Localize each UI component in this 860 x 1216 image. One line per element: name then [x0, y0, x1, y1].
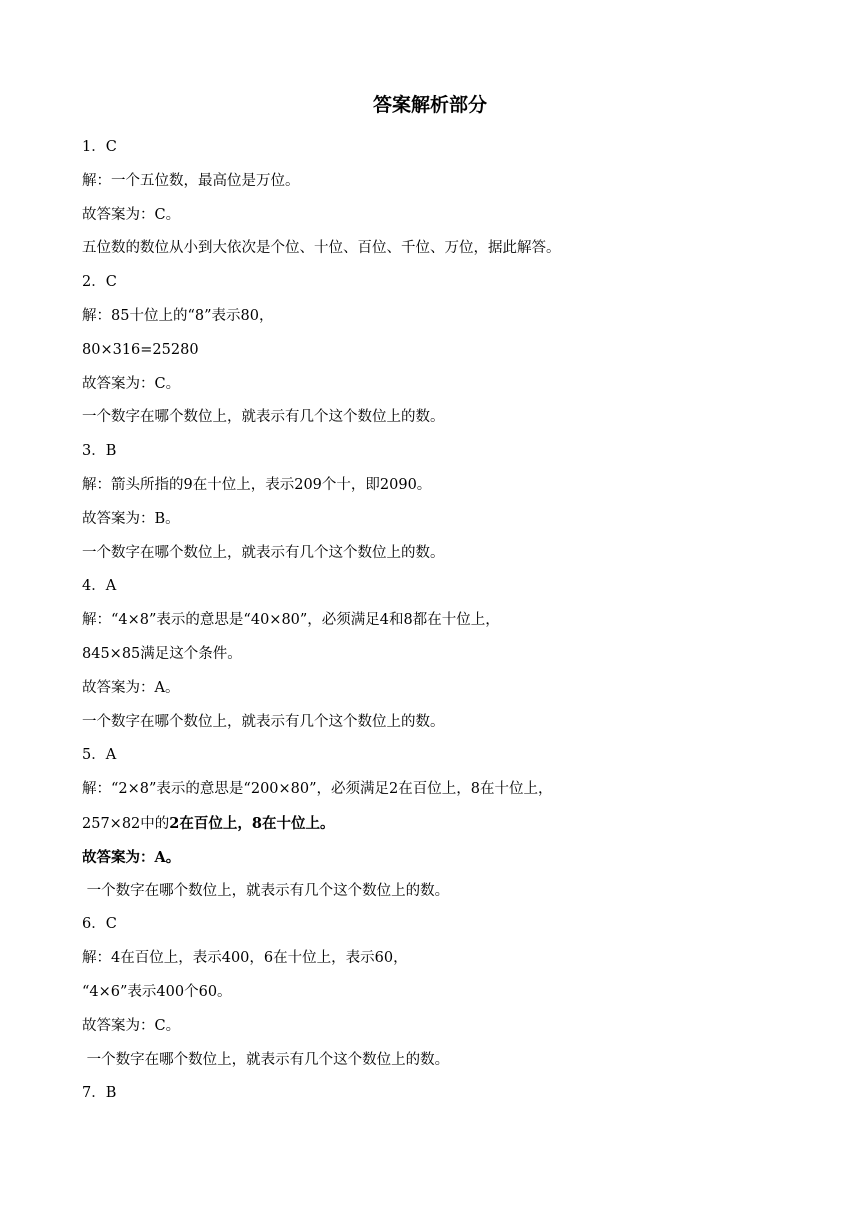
answer-line: 故答案为：B。	[82, 510, 180, 527]
question-number: 4．A	[82, 578, 117, 595]
question-number: 3．B	[82, 443, 117, 460]
solution-line: 解：箭头所指的9在十位上，表示209个十，即2090。	[82, 476, 432, 493]
analysis-line: 一个数字在哪个数位上，就表示有几个这个数位上的数。	[82, 409, 445, 426]
question-number: 7．B	[82, 1085, 117, 1102]
solution-line: 解：“4×8”表示的意思是“40×80”，必须满足4和8都在十位上，	[82, 612, 500, 629]
solution-line: 解：一个五位数，最高位是万位。	[82, 172, 300, 189]
solution-line: 解：85十位上的“8”表示80，	[82, 307, 274, 324]
solution-line: 解：4在百位上，表示400，6在十位上，表示60，	[82, 950, 408, 967]
analysis-line: 一个数字在哪个数位上，就表示有几个这个数位上的数。	[82, 1051, 450, 1068]
answer-body	[82, 131, 782, 1111]
analysis-line: 一个数字在哪个数位上，就表示有几个这个数位上的数。	[82, 713, 445, 730]
analysis-line: 一个数字在哪个数位上，就表示有几个这个数位上的数。	[82, 544, 445, 561]
analysis-line: 五位数的数位从小到大依次是个位、十位、百位、千位、万位，据此解答。	[82, 240, 561, 257]
answer-line: 故答案为：C。	[82, 206, 181, 223]
solution-line	[82, 807, 782, 841]
solution-line: 845×85满足这个条件。	[82, 645, 242, 662]
question-number: 1．C	[82, 139, 117, 155]
solution-bold-text: 2在百位上，8在十位上。	[169, 814, 335, 832]
question-number: 6．C	[82, 916, 117, 933]
answer-line: 故答案为：C。	[82, 1017, 181, 1034]
solution-line: 80×316=25280	[82, 341, 199, 358]
question-number: 2．C	[82, 274, 117, 291]
answer-line: 故答案为：C。	[82, 375, 181, 392]
answer-line: 故答案为：A。	[82, 848, 181, 866]
solution-line: “4×6”表示400个60。	[82, 983, 232, 1000]
page-title: 答案解析部分	[372, 94, 487, 116]
solution-text: 257×82中的	[82, 815, 170, 832]
solution-line: 解：“2×8”表示的意思是“200×80”，必须满足2在百位上，8在十位上，	[82, 781, 553, 798]
question-number: 5．A	[82, 747, 117, 764]
answer-line: 故答案为：A。	[82, 679, 180, 696]
analysis-line: 一个数字在哪个数位上，就表示有几个这个数位上的数。	[82, 882, 450, 899]
